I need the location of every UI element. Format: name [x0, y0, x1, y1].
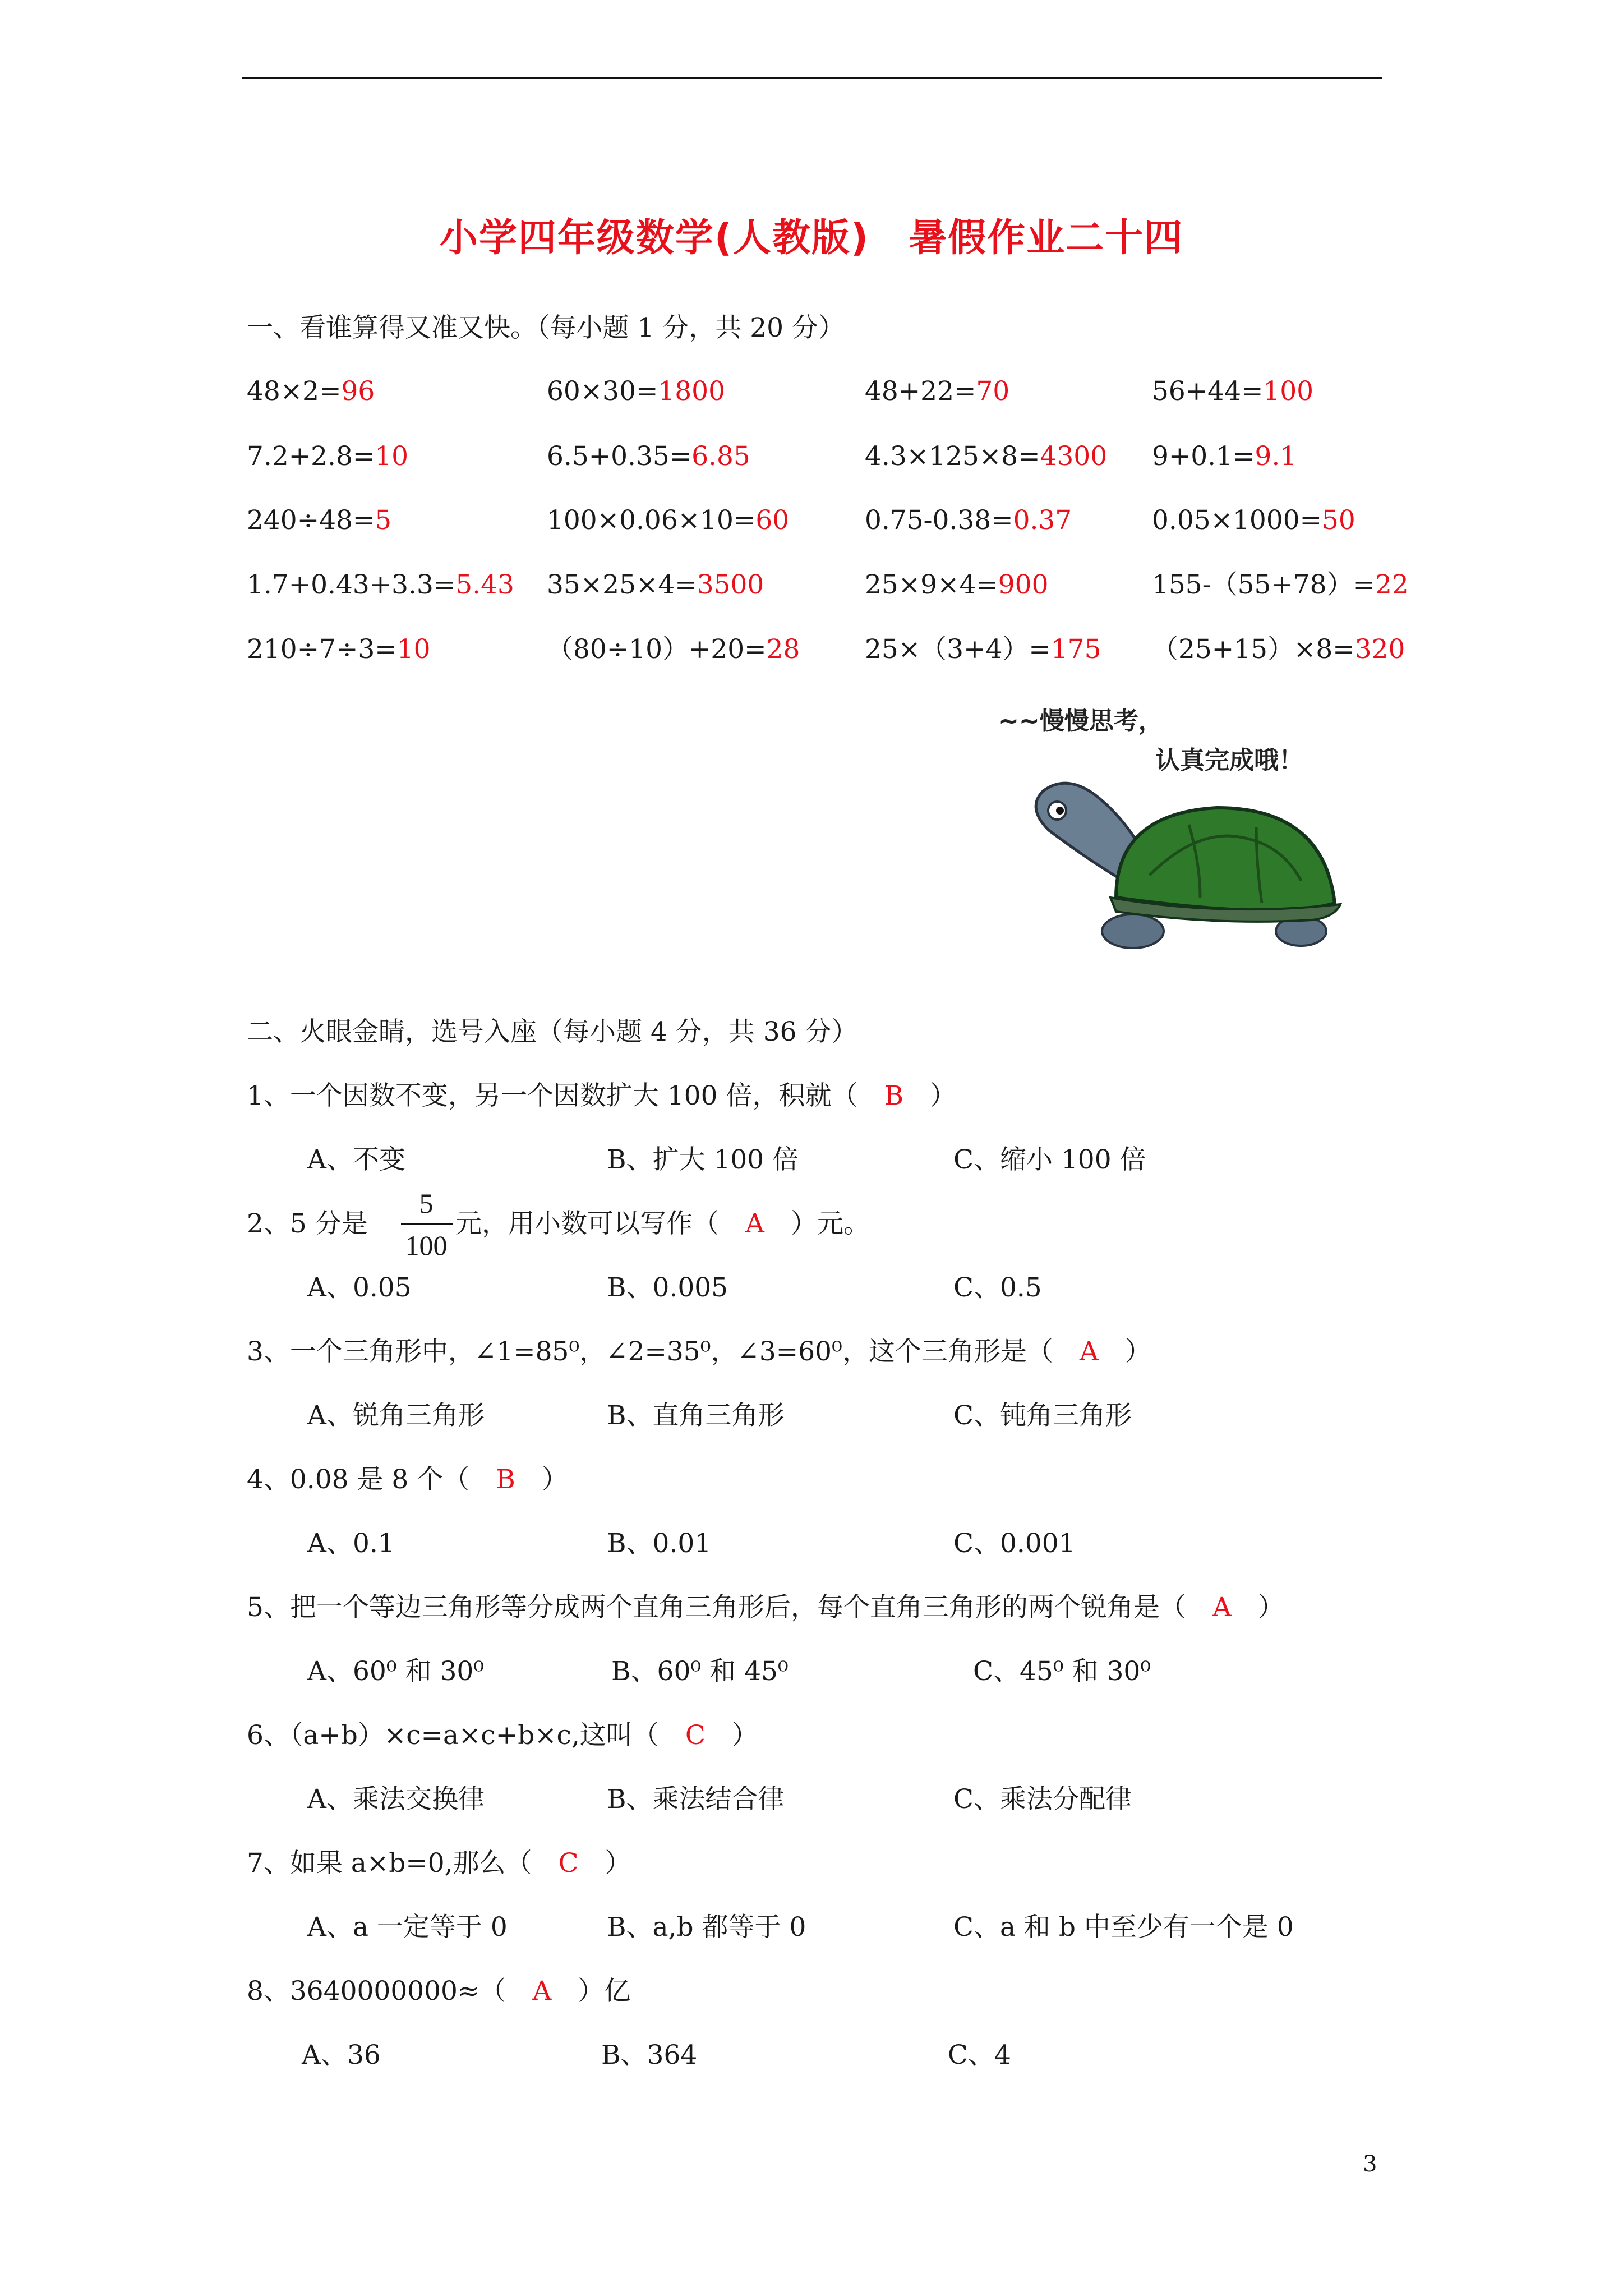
option-b: B、60⁰ 和 45⁰	[611, 1656, 789, 1687]
calc-answer: 9.1	[1255, 441, 1297, 472]
fraction-numerator: 5	[419, 1188, 434, 1219]
option-b: B、乘法结合律	[607, 1784, 785, 1815]
calc-item: 4.3×125×8=4300	[865, 441, 1108, 472]
calc-answer: 4300	[1040, 441, 1108, 472]
option-a: A、0.05	[307, 1272, 412, 1303]
section2-heading: 二、火眼金睛，选号入座（每小题 4 分，共 36 分）	[247, 1016, 858, 1047]
option-c: C、a 和 b 中至少有一个是 0	[953, 1912, 1294, 1943]
option-a: A、a 一定等于 0	[307, 1912, 508, 1943]
option-a: A、乘法交换律	[307, 1784, 485, 1815]
calc-answer: 70	[976, 376, 1010, 407]
question-4: 4、0.08 是 8 个（ B ）	[247, 1464, 568, 1495]
calc-answer: 0.37	[1013, 505, 1072, 536]
turtle-caption-line1: ~~慢慢思考，	[998, 707, 1163, 735]
calc-item: 9+0.1=9.1	[1152, 441, 1297, 472]
option-b: B、直角三角形	[607, 1400, 785, 1431]
calc-item: 60×30=1800	[547, 376, 725, 407]
option-b: B、0.01	[607, 1528, 712, 1559]
calc-answer: 5.43	[455, 569, 514, 600]
turtle-illustration	[965, 696, 1368, 965]
answer-mark: B	[496, 1464, 515, 1495]
option-a: A、不变	[307, 1144, 405, 1175]
section1-heading: 一、看谁算得又准又快。（每小题 1 分，共 20 分）	[247, 312, 845, 343]
calc-item: 48+22=70	[865, 376, 1010, 407]
answer-mark: C	[685, 1720, 706, 1751]
calc-item: 6.5+0.35=6.85	[547, 441, 750, 472]
calc-item: 155-（55+78）=22	[1152, 569, 1409, 600]
answer-mark: A	[1079, 1336, 1099, 1367]
option-c: C、缩小 100 倍	[953, 1144, 1146, 1175]
question-2: 2、5 分是	[247, 1208, 368, 1239]
calc-answer: 22	[1375, 569, 1409, 600]
calc-item: 25×（3+4）=175	[865, 634, 1101, 665]
fraction-bar	[401, 1223, 453, 1225]
option-a: A、60⁰ 和 30⁰	[307, 1656, 485, 1687]
page-number: 3	[1363, 2151, 1377, 2177]
calc-answer: 60	[755, 505, 790, 536]
calc-answer: 50	[1322, 505, 1355, 536]
header-rule	[242, 77, 1382, 79]
fraction-denominator: 100	[405, 1230, 448, 1261]
option-a: A、0.1	[307, 1528, 395, 1559]
question-1: 1、一个因数不变，另一个因数扩大 100 倍，积就（ B ）	[247, 1080, 957, 1111]
option-c: C、0.001	[953, 1528, 1076, 1559]
option-b: B、a,b 都等于 0	[607, 1912, 806, 1943]
calc-item: 1.7+0.43+3.3=5.43	[247, 569, 514, 600]
calc-answer: 6.85	[691, 441, 750, 472]
calc-answer: 96	[341, 376, 375, 407]
calc-answer: 5	[375, 505, 392, 536]
calc-item: （80÷10）+20=28	[547, 634, 800, 665]
question-8: 8、3640000000≈（ A ）亿	[247, 1976, 631, 2007]
calc-item: 56+44=100	[1152, 376, 1314, 407]
option-c: C、乘法分配律	[953, 1784, 1132, 1815]
question-3: 3、一个三角形中，∠1=85⁰，∠2=35⁰，∠3=60⁰，这个三角形是（ A ）	[247, 1336, 1151, 1367]
option-c: C、4	[948, 2040, 1011, 2070]
calc-item: 0.75-0.38=0.37	[865, 505, 1072, 536]
question-5: 5、把一个等边三角形等分成两个直角三角形后，每个直角三角形的两个锐角是（ A ）	[247, 1592, 1284, 1623]
option-b: B、0.005	[607, 1272, 728, 1303]
answer-mark: A	[1212, 1592, 1232, 1623]
calc-item: 48×2=96	[247, 376, 375, 407]
option-c: C、0.5	[953, 1272, 1042, 1303]
option-a: A、36	[302, 2040, 381, 2070]
option-b: B、扩大 100 倍	[607, 1144, 799, 1175]
calc-answer: 10	[375, 441, 409, 472]
option-c: C、45⁰ 和 30⁰	[973, 1656, 1151, 1687]
answer-mark: A	[745, 1208, 764, 1239]
calc-item: 25×9×4=900	[865, 569, 1049, 600]
turtle-body	[1036, 783, 1340, 948]
calc-item: 0.05×1000=50	[1152, 505, 1355, 536]
calc-answer: 10	[396, 634, 431, 665]
page-title: 小学四年级数学(人教版) 暑假作业二十四	[439, 216, 1184, 260]
calc-item: 240÷48=5	[247, 505, 392, 536]
calc-item: 35×25×4=3500	[547, 569, 764, 600]
option-a: A、锐角三角形	[307, 1400, 485, 1431]
question-6: 6、（a+b）×c=a×c+b×c,这叫（ C ）	[247, 1720, 758, 1751]
option-b: B、364	[601, 2040, 698, 2070]
calc-item: 210÷7÷3=10	[247, 634, 431, 665]
turtle-caption-line2: 认真完成哦！	[1155, 746, 1303, 775]
calc-answer: 900	[998, 569, 1049, 600]
question-7: 7、如果 a×b=0,那么（ C ）	[247, 1848, 631, 1879]
calc-answer: 1800	[658, 376, 725, 407]
answer-mark: C	[558, 1848, 579, 1879]
calc-answer: 28	[766, 634, 800, 665]
calc-item: 7.2+2.8=10	[247, 441, 409, 472]
calc-answer: 100	[1263, 376, 1314, 407]
calc-answer: 3500	[697, 569, 764, 600]
calc-answer: 320	[1354, 634, 1405, 665]
answer-mark: B	[884, 1080, 904, 1111]
calc-item: 100×0.06×10=60	[547, 505, 790, 536]
calc-item: （25+15）×8=320	[1152, 634, 1405, 665]
answer-mark: A	[532, 1976, 552, 2007]
option-c: C、钝角三角形	[953, 1400, 1132, 1431]
calc-answer: 175	[1050, 634, 1101, 665]
question-2-rest: 元，用小数可以写作（ A ）元。	[455, 1208, 870, 1239]
